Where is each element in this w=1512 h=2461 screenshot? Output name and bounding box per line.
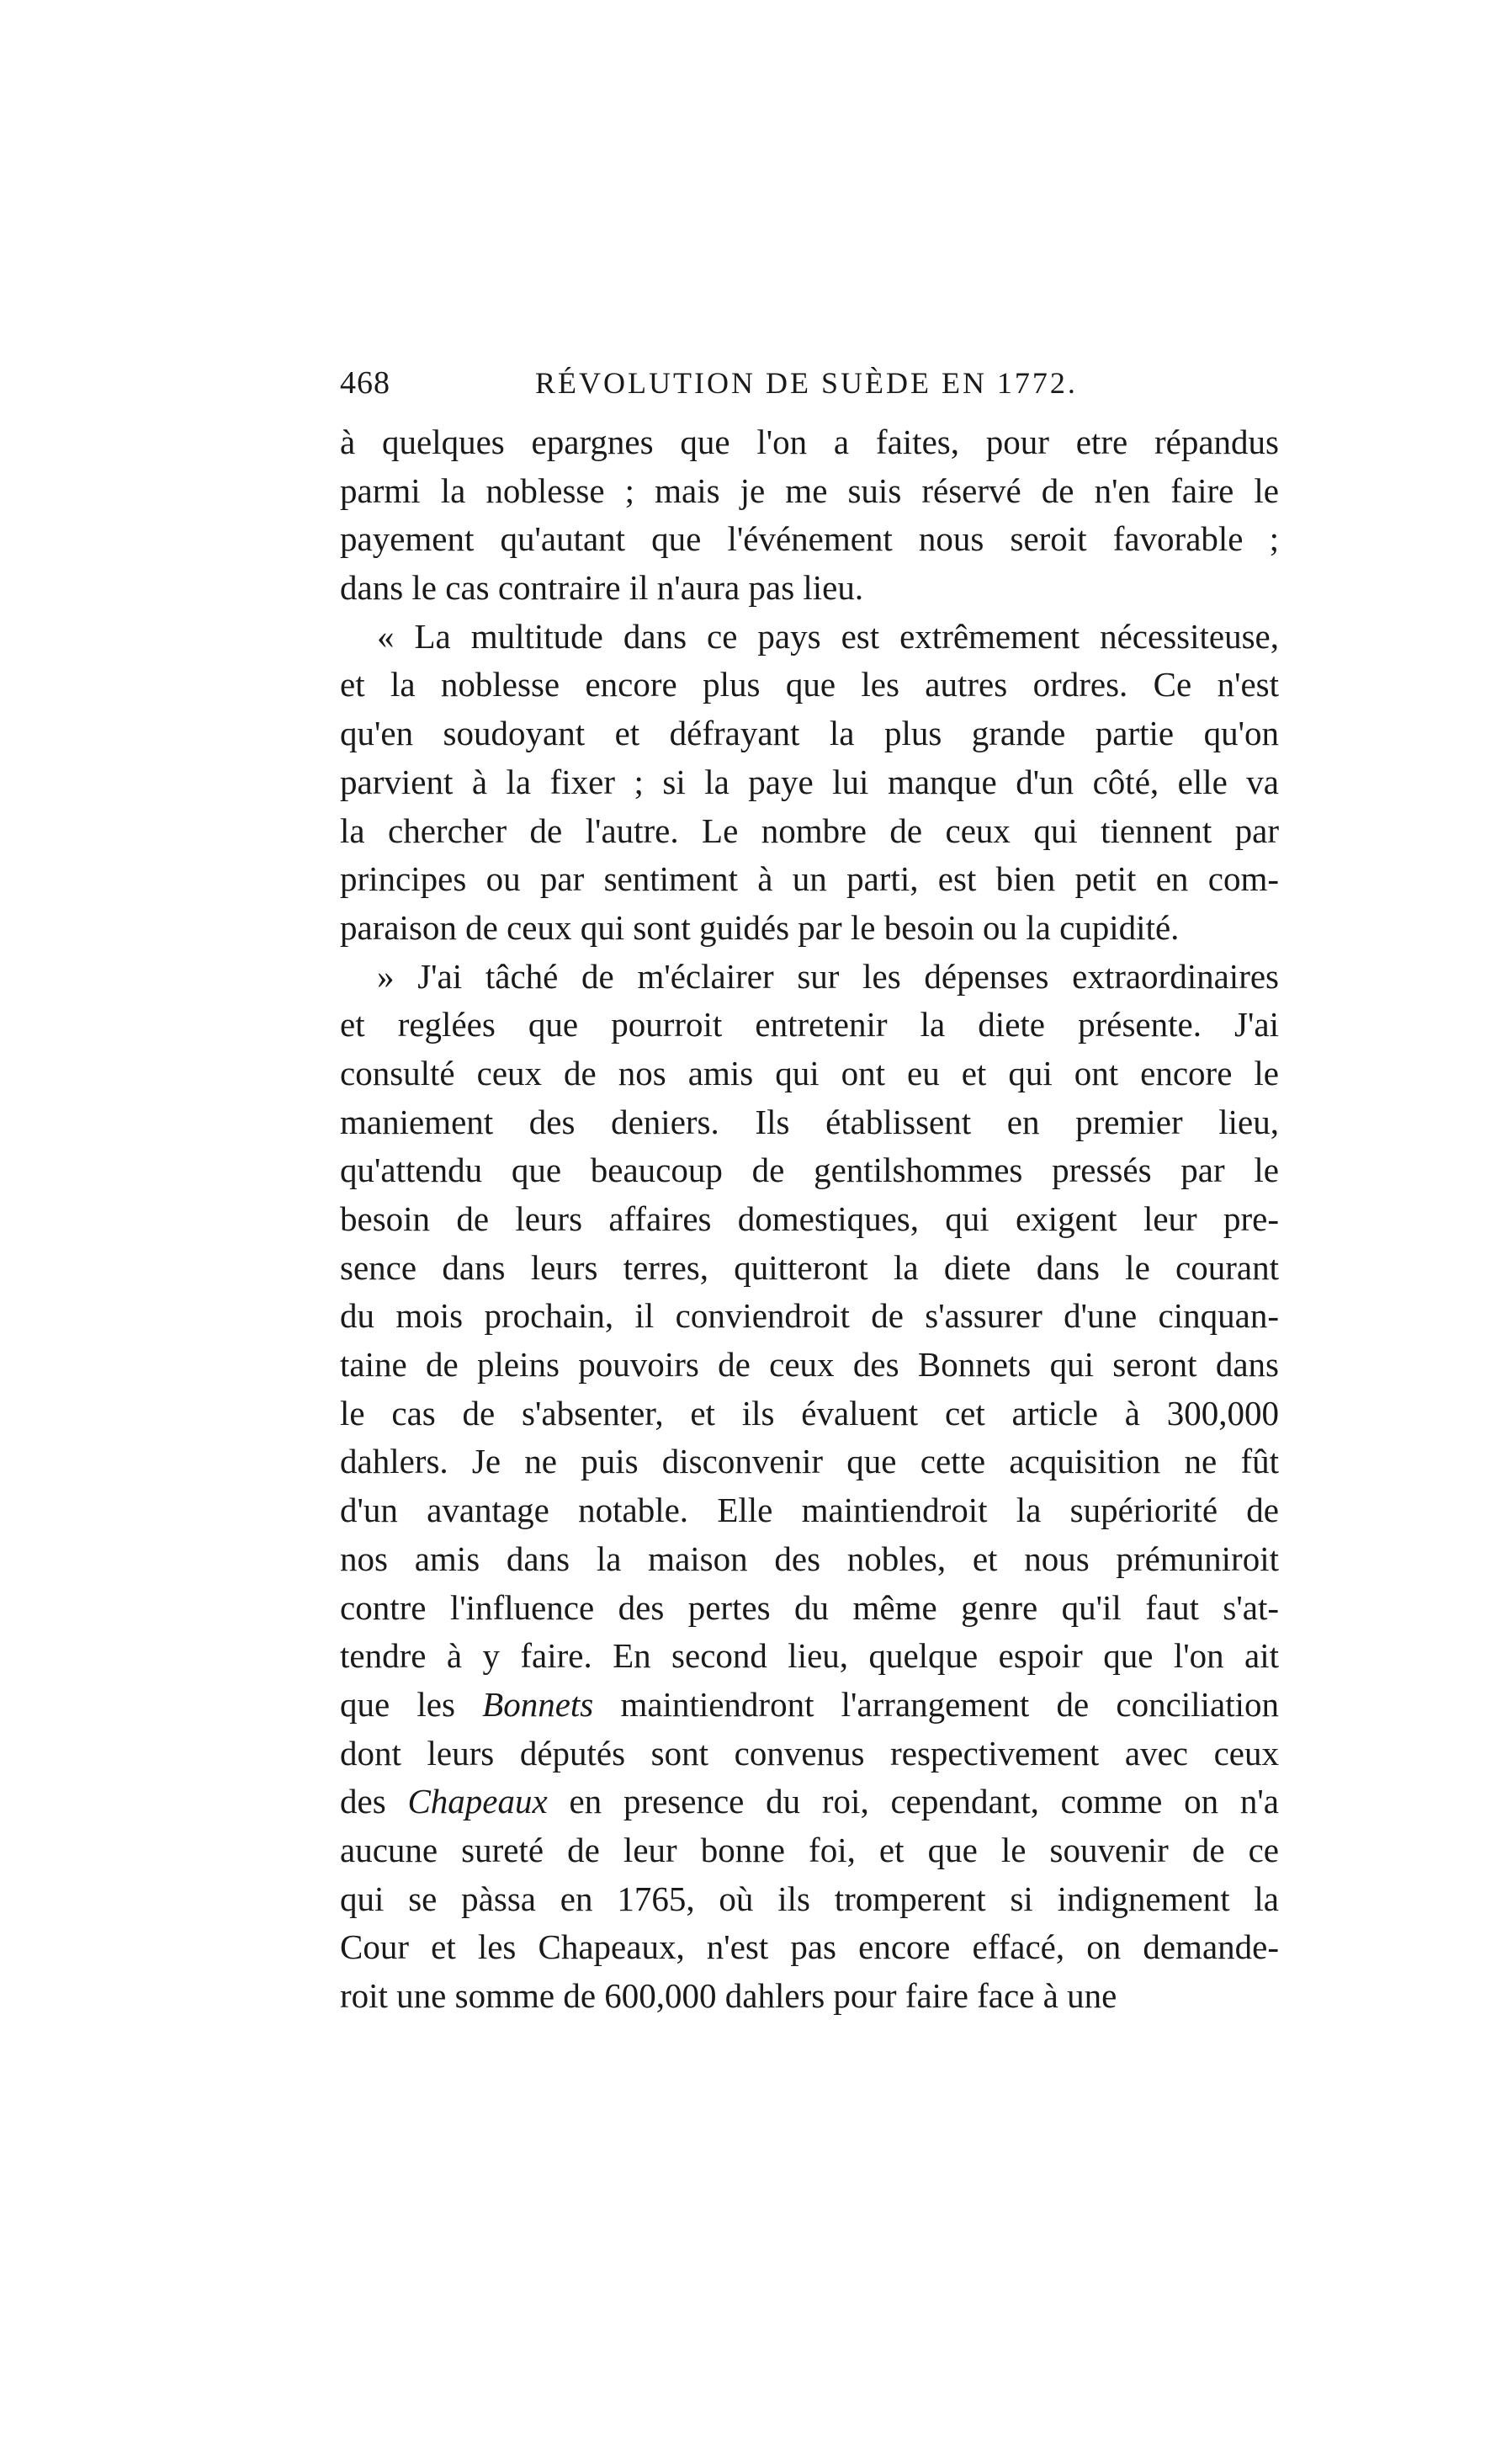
- text-line: principes ou par sentiment à un parti, est bien petit en com-: [340, 859, 1279, 899]
- text-line: qu'en soudoyant et défrayant la plus grande partie qu'on: [340, 714, 1279, 753]
- text-line: et la noblesse encore plus que les autres ordres. Ce n'est: [340, 665, 1279, 704]
- text-line: parvient à la fixer ; si la paye lui manque d'un côté, elle va: [340, 762, 1279, 801]
- text-line: d'un avantage notable. Elle maintiendroit la supériorité de: [340, 1491, 1279, 1530]
- running-head: [340, 362, 1279, 404]
- text-segment: en presence du roi, cependant, comme on n'a: [547, 1782, 1279, 1821]
- text-line: aucune sureté de leur bonne foi, et que le souvenir de ce: [340, 1830, 1279, 1869]
- text-line: besoin de leurs affaires domestiques, qui exigent leur pre-: [340, 1199, 1279, 1238]
- text-line: maniement des deniers. Ils établissent en premier lieu,: [340, 1102, 1279, 1141]
- text-segment: que les: [340, 1684, 483, 1724]
- text-line: sence dans leurs terres, quitteront la diete dans le courant: [340, 1247, 1279, 1287]
- text-line: » J'ai tâché de m'éclairer sur les dépenses extraordinaires: [377, 956, 1279, 996]
- text-line: « La multitude dans ce pays est extrêmement nécessiteuse,: [377, 616, 1279, 656]
- page-number: 468: [340, 365, 390, 401]
- text-segment: des: [340, 1782, 408, 1821]
- running-title: RÉVOLUTION DE SUÈDE EN 1772.: [535, 366, 1078, 400]
- text-line: et reglées que pourroit entretenir la diete présente. J'ai: [340, 1005, 1279, 1044]
- text-line: nos amis dans la maison des nobles, et nous prémuniroit: [340, 1539, 1279, 1578]
- italic-text: Bonnets: [482, 1684, 594, 1724]
- text-line: [340, 1681, 1279, 1730]
- body-text: [340, 418, 1279, 2021]
- text-line: taine de pleins pouvoirs de ceux des Bonnets qui seront dans: [340, 1345, 1279, 1385]
- text-line: du mois prochain, il conviendroit de s'assurer d'une cinquan-: [340, 1296, 1279, 1336]
- text-line: parmi la noblesse ; mais je me suis réservé de n'en faire le: [340, 470, 1279, 510]
- text-line: roit une somme de 600,000 dahlers pour faire face à une: [340, 1976, 1117, 2015]
- text-segment: maintiendront l'arrangement de conciliation: [593, 1684, 1279, 1724]
- text-line: contre l'influence des pertes du même genre qu'il faut s'at-: [340, 1587, 1279, 1627]
- text-line: le cas de s'absenter, et ils évaluent cet article à 300,000: [340, 1393, 1279, 1432]
- text-line: dont leurs députés sont convenus respectivement avec ceux: [340, 1733, 1279, 1773]
- text-line: [340, 1778, 1279, 1826]
- text-line: la chercher de l'autre. Le nombre de ceux qui tiennent par: [340, 811, 1279, 850]
- text-line: à quelques epargnes que l'on a faites, pour etre répandus: [340, 423, 1279, 461]
- text-line: paraison de ceux qui sont guidés par le besoin ou la cupidité.: [340, 907, 1180, 947]
- text-line: consulté ceux de nos amis qui ont eu et qui ont encore le: [340, 1053, 1279, 1092]
- text-line: dans le cas contraire il n'aura pas lieu.: [340, 568, 864, 608]
- text-line: qu'attendu que beaucoup de gentilshommes pressés par le: [340, 1151, 1279, 1190]
- text-line: tendre à y faire. En second lieu, quelque espoir que l'on ait: [340, 1636, 1279, 1676]
- text-line: qui se pàssa en 1765, où ils tromperent si indignement la: [340, 1879, 1279, 1918]
- text-line: Cour et les Chapeaux, n'est pas encore effacé, on demande-: [340, 1927, 1279, 1967]
- text-line: dahlers. Je ne puis disconvenir que cette acquisition ne fût: [340, 1442, 1279, 1481]
- italic-text: Chapeaux: [407, 1782, 548, 1821]
- text-line: payement qu'autant que l'événement nous seroit favorable ;: [340, 519, 1279, 559]
